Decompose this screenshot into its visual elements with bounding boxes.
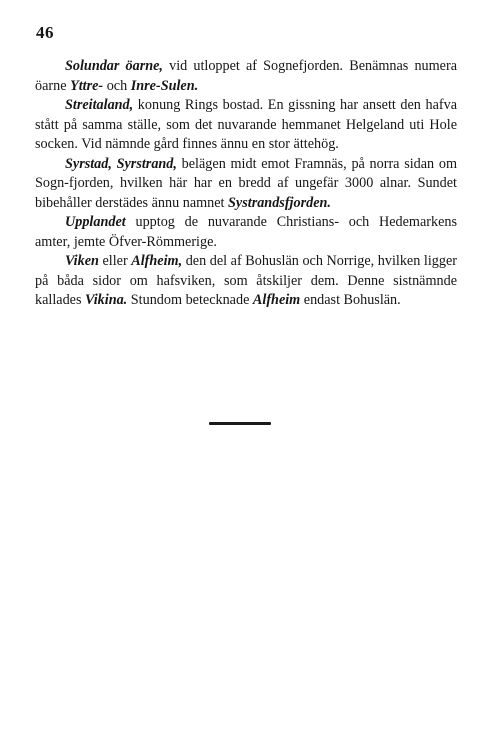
entry-text: den del af Bohuslän och Norrige, hvilken ligger på båda sidor om hafsviken, som åtskiljer dem. Denne sistnämnde kallades xyxy=(35,253,458,308)
glossary-entry xyxy=(35,155,457,214)
section-divider-rule xyxy=(209,422,271,425)
glossary-entry xyxy=(35,96,457,155)
entry-text: endast Bohuslän. xyxy=(300,292,401,308)
entry-text: vid utloppet af Sognefjorden. Benämnas numera öarne xyxy=(35,58,457,94)
glossary-entries xyxy=(35,57,457,311)
entry-text: belägen midt emot Framnäs, på norra sidan om Sogn-fjorden, hvilken här har en bredd af ungefär 3000 alnar. Sundet bibehåller derstädes ännu namnet xyxy=(35,155,457,211)
entry-text: konung Rings bostad. En gissning har ansett den hafva stått på samma ställe, som det nuvarande hemmanet Helgeland uti Hole socken. Vid nämnde gård finnes ännu en stor ättehög. xyxy=(35,97,457,152)
entry-text: Stundom betecknade xyxy=(127,292,253,308)
entry-term: Solundar öarne, xyxy=(65,58,163,74)
glossary-entry xyxy=(35,57,457,96)
entry-name: Alfheim xyxy=(252,292,301,308)
glossary-entry xyxy=(35,252,457,311)
entry-text: eller xyxy=(98,253,132,269)
glossary-entry xyxy=(35,213,457,252)
entry-text: upptog de nuvarande Christians- och Hedemarkens amter, jemte Öfver-Römmerige. xyxy=(35,214,457,250)
entry-name: Alfheim, xyxy=(131,253,183,269)
entry-term: Streitaland, xyxy=(65,97,134,113)
entry-name: Systrandsfjorden. xyxy=(228,194,331,211)
entry-text: och xyxy=(103,77,131,94)
entry-name: Inre-Sulen. xyxy=(130,77,199,94)
entry-name: Vikina. xyxy=(85,292,128,308)
entry-term: Syrstad, Syrstrand, xyxy=(65,155,177,172)
entry-term: Upplandet xyxy=(65,214,126,230)
page-number: 46 xyxy=(36,23,54,42)
entry-term: Viken xyxy=(65,253,99,269)
entry-name: Yttre- xyxy=(70,77,104,94)
